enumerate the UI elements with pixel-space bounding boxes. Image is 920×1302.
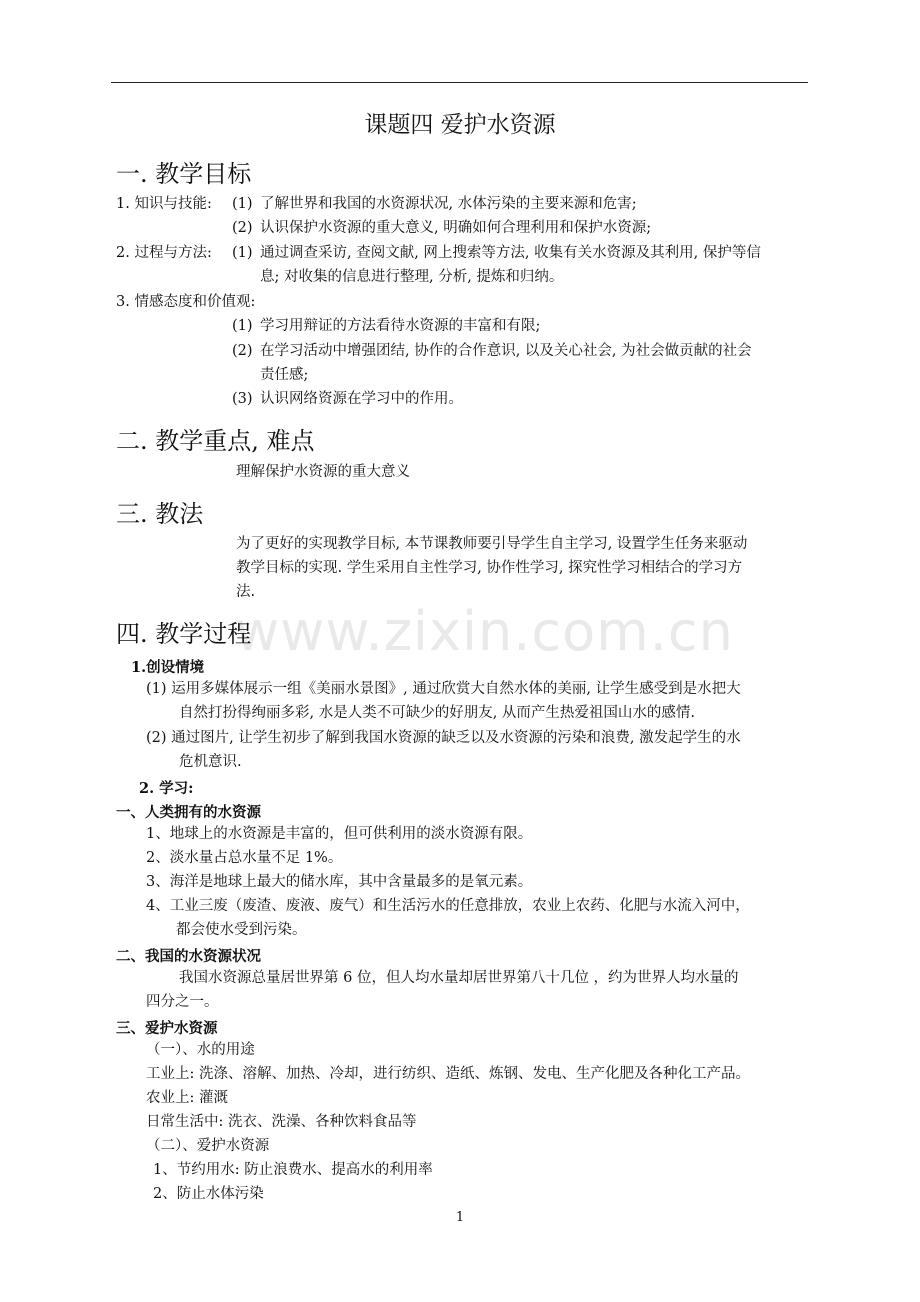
resource-item-2: 2、淡水量占总水量不足 1%。: [146, 850, 343, 866]
emotion-item-3: 认识网络资源在学习中的作用。: [260, 391, 463, 407]
method-line-1: 为了更好的实现教学目标, 本节课教师要引导学生自主学习, 设置学生任务来驱动: [236, 536, 748, 552]
scenario-1-line-1: (1) 运用多媒体展示一组《美丽水景图》, 通过欣赏大自然水体的美丽, 让学生感受到是水把大: [146, 681, 741, 697]
resource-item-3: 3、海洋是地球上最大的储水库，其中含量最多的是氧元素。: [146, 874, 533, 890]
knowledge-item-1-num: (1): [232, 196, 253, 212]
emotion-item-1-num: (1): [232, 318, 253, 334]
knowledge-item-2-num: (2): [232, 220, 253, 236]
emotion-item-2-line-1: 在学习活动中增强团结, 协作的合作意识, 以及关心社会, 为社会做贡献的社会: [260, 343, 752, 359]
resource-item-4-line-2: 都会使水受到污染。: [176, 922, 307, 938]
knowledge-label: 1. 知识与技能:: [116, 196, 212, 212]
section-heading-method: 三. 教法: [116, 500, 204, 528]
method-line-2: 教学目标的实现. 学生采用自主性学习, 协作性学习, 探究性学习相结合的学习方: [236, 560, 743, 576]
uses-daily-life: 日常生活中: 洗衣、洗澡、各种饮料食品等: [146, 1114, 417, 1130]
header-rule: [111, 82, 808, 83]
uses-agriculture: 农业上: 灌溉: [146, 1090, 228, 1106]
subheading-scenario: 1.创设情境: [131, 659, 205, 676]
key-points-text: 理解保护水资源的重大意义: [236, 464, 410, 480]
section-heading-objectives: 一. 教学目标: [116, 160, 252, 188]
protect-item-2: 2、防止水体污染: [153, 1186, 264, 1202]
method-line-3: 法.: [236, 584, 256, 600]
watermark: www.zixin.com.cn: [235, 600, 734, 663]
resource-item-4-line-1: 4、工业三废（废渣、废液、废气）和生活污水的任意排放，农业上农药、化肥与水流入河中，: [146, 898, 750, 914]
page-number: 1: [455, 1210, 465, 1225]
process-item-1-line-1: 通过调查采访, 查阅文献, 网上搜索等方法, 收集有关水资源及其利用, 保护等信: [260, 245, 761, 261]
section-heading-process: 四. 教学过程: [116, 620, 252, 648]
process-label: 2. 过程与方法:: [116, 245, 212, 261]
china-status-line-2: 四分之一。: [146, 994, 219, 1010]
heading-china-status: 二、我国的水资源状况: [116, 948, 261, 965]
process-item-1-num: (1): [232, 245, 253, 261]
uses-heading: （一）、水的用途: [146, 1042, 255, 1058]
emotion-item-3-num: (3): [232, 391, 253, 407]
section-heading-key-points: 二. 教学重点, 难点: [116, 427, 315, 455]
protect-heading: （二）、爱护水资源: [146, 1138, 270, 1154]
heading-protect-water: 三、爱护水资源: [116, 1020, 218, 1037]
knowledge-item-1: 了解世界和我国的水资源状况, 水体污染的主要来源和危害;: [260, 196, 637, 212]
protect-item-1: 1、节约用水: 防止浪费水、提高水的利用率: [153, 1162, 433, 1178]
knowledge-item-2: 认识保护水资源的重大意义, 明确如何合理利用和保护水资源;: [260, 220, 652, 236]
subheading-study: 2. 学习:: [139, 780, 194, 797]
emotion-item-2-line-2: 责任感;: [260, 367, 309, 383]
scenario-1-line-2: 自然打扮得绚丽多彩, 水是人类不可缺少的好朋友, 从而产生热爱祖国山水的感情.: [179, 705, 696, 721]
resource-item-1: 1、地球上的水资源是丰富的，但可供利用的淡水资源有限。: [146, 826, 533, 842]
uses-industry: 工业上: 洗涤、溶解、加热、冷却，进行纺织、造纸、炼钢、发电、生产化肥及各种化工产品。: [146, 1066, 750, 1082]
scenario-2-line-2: 危机意识.: [179, 754, 242, 770]
china-status-line-1: 我国水资源总量居世界第 6 位，但人均水量却居世界第八十几位 ，约为世界人均水量的: [179, 970, 739, 986]
emotion-item-1: 学习用辩证的方法看待水资源的丰富和有限;: [260, 318, 541, 334]
heading-water-resources: 一、人类拥有的水资源: [116, 804, 261, 821]
emotion-item-2-num: (2): [232, 343, 253, 359]
process-item-1-line-2: 息; 对收集的信息进行整理, 分析, 提炼和归纳。: [260, 269, 564, 285]
page-title: 课题四 爱护水资源: [364, 112, 556, 138]
emotion-label: 3. 情感态度和价值观:: [116, 294, 256, 310]
scenario-2-line-1: (2) 通过图片, 让学生初步了解到我国水资源的缺乏以及水资源的污染和浪费, 激发起学生的水: [146, 730, 741, 746]
